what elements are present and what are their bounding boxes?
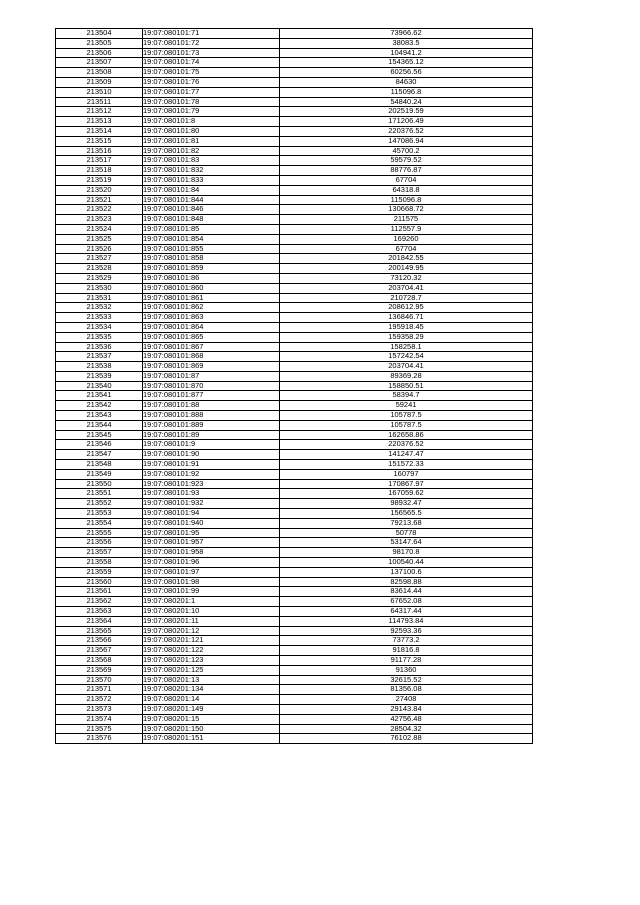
cadastral-number-cell: 19:07:080101:932 bbox=[143, 499, 280, 509]
row-id-cell: 213544 bbox=[56, 420, 143, 430]
amount-cell: 160797 bbox=[280, 469, 533, 479]
amount-cell: 67652.08 bbox=[280, 597, 533, 607]
table-row bbox=[56, 136, 533, 146]
row-id-cell: 213524 bbox=[56, 224, 143, 234]
row-id-cell: 213508 bbox=[56, 68, 143, 78]
amount-cell: 220376.52 bbox=[280, 126, 533, 136]
row-id-cell: 213561 bbox=[56, 587, 143, 597]
cadastral-number-cell: 19:07:080201:15 bbox=[143, 714, 280, 724]
cadastral-number-cell: 19:07:080101:832 bbox=[143, 166, 280, 176]
table-row bbox=[56, 734, 533, 744]
row-id-cell: 213511 bbox=[56, 97, 143, 107]
amount-cell: 82598.88 bbox=[280, 577, 533, 587]
table-row bbox=[56, 528, 533, 538]
table-row bbox=[56, 195, 533, 205]
amount-cell: 114793.84 bbox=[280, 616, 533, 626]
row-id-cell: 213560 bbox=[56, 577, 143, 587]
table-row bbox=[56, 97, 533, 107]
table-row bbox=[56, 68, 533, 78]
row-id-cell: 213547 bbox=[56, 450, 143, 460]
row-id-cell: 213573 bbox=[56, 704, 143, 714]
row-id-cell: 213510 bbox=[56, 87, 143, 97]
table-row bbox=[56, 224, 533, 234]
amount-cell: 91360 bbox=[280, 665, 533, 675]
amount-cell: 58394.7 bbox=[280, 391, 533, 401]
table-row bbox=[56, 244, 533, 254]
row-id-cell: 213540 bbox=[56, 381, 143, 391]
table-row bbox=[56, 205, 533, 215]
cadastral-number-cell: 19:07:080101:79 bbox=[143, 107, 280, 117]
cadastral-number-cell: 19:07:080201:151 bbox=[143, 734, 280, 744]
cadastral-number-cell: 19:07:080101:97 bbox=[143, 567, 280, 577]
table-row bbox=[56, 234, 533, 244]
row-id-cell: 213528 bbox=[56, 264, 143, 274]
table-row bbox=[56, 322, 533, 332]
cadastral-number-cell: 19:07:080101:860 bbox=[143, 283, 280, 293]
row-id-cell: 213531 bbox=[56, 293, 143, 303]
amount-cell: 137100.6 bbox=[280, 567, 533, 577]
amount-cell: 29143.84 bbox=[280, 704, 533, 714]
row-id-cell: 213567 bbox=[56, 646, 143, 656]
cadastral-number-cell: 19:07:080201:14 bbox=[143, 695, 280, 705]
cadastral-number-cell: 19:07:080101:73 bbox=[143, 48, 280, 58]
table-row bbox=[56, 254, 533, 264]
amount-cell: 73773.2 bbox=[280, 636, 533, 646]
table-row bbox=[56, 401, 533, 411]
cadastral-number-cell: 19:07:080101:85 bbox=[143, 224, 280, 234]
cadastral-number-cell: 19:07:080101:77 bbox=[143, 87, 280, 97]
amount-cell: 89369.28 bbox=[280, 371, 533, 381]
row-id-cell: 213569 bbox=[56, 665, 143, 675]
table-row bbox=[56, 87, 533, 97]
amount-cell: 154365.12 bbox=[280, 58, 533, 68]
amount-cell: 115096.8 bbox=[280, 195, 533, 205]
table-row bbox=[56, 264, 533, 274]
row-id-cell: 213565 bbox=[56, 626, 143, 636]
amount-cell: 104941.2 bbox=[280, 48, 533, 58]
cadastral-number-cell: 19:07:080101:957 bbox=[143, 538, 280, 548]
table-row bbox=[56, 450, 533, 460]
amount-cell: 195918.45 bbox=[280, 322, 533, 332]
amount-cell: 91816.8 bbox=[280, 646, 533, 656]
amount-cell: 162658.86 bbox=[280, 430, 533, 440]
row-id-cell: 213523 bbox=[56, 215, 143, 225]
row-id-cell: 213504 bbox=[56, 29, 143, 39]
amount-cell: 98170.8 bbox=[280, 548, 533, 558]
row-id-cell: 213514 bbox=[56, 126, 143, 136]
cadastral-number-cell: 19:07:080201:11 bbox=[143, 616, 280, 626]
cadastral-number-cell: 19:07:080101:940 bbox=[143, 518, 280, 528]
table-row bbox=[56, 724, 533, 734]
table-row bbox=[56, 548, 533, 558]
amount-cell: 64318.8 bbox=[280, 185, 533, 195]
row-id-cell: 213543 bbox=[56, 411, 143, 421]
table-row bbox=[56, 411, 533, 421]
table-row bbox=[56, 175, 533, 185]
amount-cell: 83614.44 bbox=[280, 587, 533, 597]
cadastral-number-cell: 19:07:080101:91 bbox=[143, 460, 280, 470]
amount-cell: 59241 bbox=[280, 401, 533, 411]
cadastral-number-cell: 19:07:080201:125 bbox=[143, 665, 280, 675]
amount-cell: 203704.41 bbox=[280, 362, 533, 372]
table-body bbox=[56, 29, 533, 744]
amount-cell: 32615.52 bbox=[280, 675, 533, 685]
row-id-cell: 213550 bbox=[56, 479, 143, 489]
row-id-cell: 213557 bbox=[56, 548, 143, 558]
amount-cell: 64317.44 bbox=[280, 607, 533, 617]
table-row bbox=[56, 479, 533, 489]
table-row bbox=[56, 38, 533, 48]
table-row bbox=[56, 460, 533, 470]
row-id-cell: 213574 bbox=[56, 714, 143, 724]
row-id-cell: 213526 bbox=[56, 244, 143, 254]
table-row bbox=[56, 107, 533, 117]
amount-cell: 76102.88 bbox=[280, 734, 533, 744]
amount-cell: 158258.1 bbox=[280, 342, 533, 352]
row-id-cell: 213535 bbox=[56, 332, 143, 342]
amount-cell: 45700.2 bbox=[280, 146, 533, 156]
cadastral-number-cell: 19:07:080101:888 bbox=[143, 411, 280, 421]
amount-cell: 141247.47 bbox=[280, 450, 533, 460]
row-id-cell: 213520 bbox=[56, 185, 143, 195]
cadastral-number-cell: 19:07:080101:81 bbox=[143, 136, 280, 146]
cadastral-number-cell: 19:07:080101:80 bbox=[143, 126, 280, 136]
cadastral-number-cell: 19:07:080201:13 bbox=[143, 675, 280, 685]
cadastral-number-cell: 19:07:080101:867 bbox=[143, 342, 280, 352]
table-row bbox=[56, 166, 533, 176]
cadastral-number-cell: 19:07:080101:864 bbox=[143, 322, 280, 332]
amount-cell: 112557.9 bbox=[280, 224, 533, 234]
table-row bbox=[56, 283, 533, 293]
cadastral-number-cell: 19:07:080101:83 bbox=[143, 156, 280, 166]
cadastral-number-cell: 19:07:080101:93 bbox=[143, 489, 280, 499]
row-id-cell: 213525 bbox=[56, 234, 143, 244]
table-row bbox=[56, 362, 533, 372]
table-row bbox=[56, 567, 533, 577]
row-id-cell: 213541 bbox=[56, 391, 143, 401]
amount-cell: 81356.08 bbox=[280, 685, 533, 695]
row-id-cell: 213515 bbox=[56, 136, 143, 146]
table-row bbox=[56, 381, 533, 391]
row-id-cell: 213513 bbox=[56, 117, 143, 127]
cadastral-number-cell: 19:07:080101:848 bbox=[143, 215, 280, 225]
amount-cell: 53147.64 bbox=[280, 538, 533, 548]
row-id-cell: 213572 bbox=[56, 695, 143, 705]
row-id-cell: 213552 bbox=[56, 499, 143, 509]
table-row bbox=[56, 616, 533, 626]
row-id-cell: 213539 bbox=[56, 371, 143, 381]
cadastral-number-cell: 19:07:080101:84 bbox=[143, 185, 280, 195]
data-table bbox=[55, 28, 533, 744]
amount-cell: 202519.59 bbox=[280, 107, 533, 117]
cadastral-number-cell: 19:07:080101:89 bbox=[143, 430, 280, 440]
amount-cell: 59579.52 bbox=[280, 156, 533, 166]
table-row bbox=[56, 675, 533, 685]
row-id-cell: 213505 bbox=[56, 38, 143, 48]
table-row bbox=[56, 695, 533, 705]
amount-cell: 211575 bbox=[280, 215, 533, 225]
cadastral-number-cell: 19:07:080101:87 bbox=[143, 371, 280, 381]
amount-cell: 73120.32 bbox=[280, 273, 533, 283]
row-id-cell: 213530 bbox=[56, 283, 143, 293]
cadastral-number-cell: 19:07:080201:134 bbox=[143, 685, 280, 695]
row-id-cell: 213522 bbox=[56, 205, 143, 215]
cadastral-number-cell: 19:07:080101:96 bbox=[143, 558, 280, 568]
row-id-cell: 213551 bbox=[56, 489, 143, 499]
cadastral-number-cell: 19:07:080101:846 bbox=[143, 205, 280, 215]
cadastral-number-cell: 19:07:080101:877 bbox=[143, 391, 280, 401]
cadastral-number-cell: 19:07:080201:12 bbox=[143, 626, 280, 636]
cadastral-number-cell: 19:07:080101:862 bbox=[143, 303, 280, 313]
row-id-cell: 213568 bbox=[56, 656, 143, 666]
table-row bbox=[56, 332, 533, 342]
table-row bbox=[56, 293, 533, 303]
amount-cell: 98932.47 bbox=[280, 499, 533, 509]
cadastral-number-cell: 19:07:080101:82 bbox=[143, 146, 280, 156]
cadastral-number-cell: 19:07:080101:858 bbox=[143, 254, 280, 264]
row-id-cell: 213545 bbox=[56, 430, 143, 440]
cadastral-number-cell: 19:07:080101:869 bbox=[143, 362, 280, 372]
table-row bbox=[56, 29, 533, 39]
table-row bbox=[56, 303, 533, 313]
table-row bbox=[56, 558, 533, 568]
table-row bbox=[56, 215, 533, 225]
amount-cell: 67704 bbox=[280, 244, 533, 254]
amount-cell: 28504.32 bbox=[280, 724, 533, 734]
table-row bbox=[56, 273, 533, 283]
row-id-cell: 213538 bbox=[56, 362, 143, 372]
table-row bbox=[56, 58, 533, 68]
row-id-cell: 213542 bbox=[56, 401, 143, 411]
amount-cell: 38083.5 bbox=[280, 38, 533, 48]
row-id-cell: 213559 bbox=[56, 567, 143, 577]
row-id-cell: 213556 bbox=[56, 538, 143, 548]
amount-cell: 203704.41 bbox=[280, 283, 533, 293]
cadastral-number-cell: 19:07:080101:865 bbox=[143, 332, 280, 342]
row-id-cell: 213571 bbox=[56, 685, 143, 695]
amount-cell: 171206.49 bbox=[280, 117, 533, 127]
table-row bbox=[56, 509, 533, 519]
cadastral-number-cell: 19:07:080201:150 bbox=[143, 724, 280, 734]
cadastral-number-cell: 19:07:080201:149 bbox=[143, 704, 280, 714]
cadastral-number-cell: 19:07:080101:71 bbox=[143, 29, 280, 39]
row-id-cell: 213537 bbox=[56, 352, 143, 362]
cadastral-number-cell: 19:07:080101:870 bbox=[143, 381, 280, 391]
table-row bbox=[56, 489, 533, 499]
cadastral-number-cell: 19:07:080101:861 bbox=[143, 293, 280, 303]
amount-cell: 79213.68 bbox=[280, 518, 533, 528]
cadastral-number-cell: 19:07:080201:121 bbox=[143, 636, 280, 646]
row-id-cell: 213549 bbox=[56, 469, 143, 479]
row-id-cell: 213533 bbox=[56, 313, 143, 323]
cadastral-number-cell: 19:07:080101:86 bbox=[143, 273, 280, 283]
amount-cell: 88776.87 bbox=[280, 166, 533, 176]
row-id-cell: 213512 bbox=[56, 107, 143, 117]
cadastral-number-cell: 19:07:080101:859 bbox=[143, 264, 280, 274]
cadastral-number-cell: 19:07:080201:10 bbox=[143, 607, 280, 617]
table-row bbox=[56, 371, 533, 381]
table-row bbox=[56, 420, 533, 430]
amount-cell: 67704 bbox=[280, 175, 533, 185]
row-id-cell: 213507 bbox=[56, 58, 143, 68]
table-row bbox=[56, 636, 533, 646]
row-id-cell: 213570 bbox=[56, 675, 143, 685]
cadastral-number-cell: 19:07:080101:75 bbox=[143, 68, 280, 78]
row-id-cell: 213576 bbox=[56, 734, 143, 744]
cadastral-number-cell: 19:07:080201:1 bbox=[143, 597, 280, 607]
cadastral-number-cell: 19:07:080101:94 bbox=[143, 509, 280, 519]
amount-cell: 200149.95 bbox=[280, 264, 533, 274]
amount-cell: 136846.71 bbox=[280, 313, 533, 323]
cadastral-number-cell: 19:07:080101:90 bbox=[143, 450, 280, 460]
cadastral-number-cell: 19:07:080101:98 bbox=[143, 577, 280, 587]
row-id-cell: 213519 bbox=[56, 175, 143, 185]
cadastral-number-cell: 19:07:080101:72 bbox=[143, 38, 280, 48]
amount-cell: 158850.51 bbox=[280, 381, 533, 391]
table-row bbox=[56, 626, 533, 636]
table-row bbox=[56, 352, 533, 362]
cadastral-number-cell: 19:07:080101:76 bbox=[143, 77, 280, 87]
row-id-cell: 213554 bbox=[56, 518, 143, 528]
table-row bbox=[56, 646, 533, 656]
amount-cell: 73966.62 bbox=[280, 29, 533, 39]
table-row bbox=[56, 714, 533, 724]
cadastral-number-cell: 19:07:080101:88 bbox=[143, 401, 280, 411]
cadastral-number-cell: 19:07:080101:863 bbox=[143, 313, 280, 323]
amount-cell: 42756.48 bbox=[280, 714, 533, 724]
cadastral-number-cell: 19:07:080101:923 bbox=[143, 479, 280, 489]
cadastral-number-cell: 19:07:080101:9 bbox=[143, 440, 280, 450]
amount-cell: 156565.5 bbox=[280, 509, 533, 519]
table-row bbox=[56, 587, 533, 597]
table-row bbox=[56, 538, 533, 548]
row-id-cell: 213516 bbox=[56, 146, 143, 156]
row-id-cell: 213566 bbox=[56, 636, 143, 646]
table-row bbox=[56, 685, 533, 695]
amount-cell: 100540.44 bbox=[280, 558, 533, 568]
cadastral-number-cell: 19:07:080201:122 bbox=[143, 646, 280, 656]
row-id-cell: 213527 bbox=[56, 254, 143, 264]
amount-cell: 91177.28 bbox=[280, 656, 533, 666]
table-row bbox=[56, 313, 533, 323]
table-row bbox=[56, 117, 533, 127]
cadastral-number-cell: 19:07:080101:8 bbox=[143, 117, 280, 127]
cadastral-number-cell: 19:07:080101:958 bbox=[143, 548, 280, 558]
amount-cell: 130668.72 bbox=[280, 205, 533, 215]
amount-cell: 27408 bbox=[280, 695, 533, 705]
amount-cell: 54840.24 bbox=[280, 97, 533, 107]
cadastral-number-cell: 19:07:080201:123 bbox=[143, 656, 280, 666]
row-id-cell: 213532 bbox=[56, 303, 143, 313]
amount-cell: 210728.7 bbox=[280, 293, 533, 303]
row-id-cell: 213564 bbox=[56, 616, 143, 626]
amount-cell: 50778 bbox=[280, 528, 533, 538]
table-row bbox=[56, 665, 533, 675]
row-id-cell: 213548 bbox=[56, 460, 143, 470]
row-id-cell: 213553 bbox=[56, 509, 143, 519]
row-id-cell: 213575 bbox=[56, 724, 143, 734]
amount-cell: 159358.29 bbox=[280, 332, 533, 342]
table-row bbox=[56, 48, 533, 58]
cadastral-number-cell: 19:07:080101:95 bbox=[143, 528, 280, 538]
table-row bbox=[56, 704, 533, 714]
amount-cell: 147086.94 bbox=[280, 136, 533, 146]
table-row bbox=[56, 156, 533, 166]
row-id-cell: 213521 bbox=[56, 195, 143, 205]
table-row bbox=[56, 430, 533, 440]
amount-cell: 105787.5 bbox=[280, 420, 533, 430]
table-row bbox=[56, 499, 533, 509]
amount-cell: 220376.52 bbox=[280, 440, 533, 450]
amount-cell: 84630 bbox=[280, 77, 533, 87]
table-row bbox=[56, 518, 533, 528]
table-row bbox=[56, 469, 533, 479]
amount-cell: 60256.56 bbox=[280, 68, 533, 78]
amount-cell: 151572.33 bbox=[280, 460, 533, 470]
table-row bbox=[56, 607, 533, 617]
row-id-cell: 213517 bbox=[56, 156, 143, 166]
table-row bbox=[56, 185, 533, 195]
cadastral-number-cell: 19:07:080101:92 bbox=[143, 469, 280, 479]
table-row bbox=[56, 656, 533, 666]
row-id-cell: 213546 bbox=[56, 440, 143, 450]
amount-cell: 208612.95 bbox=[280, 303, 533, 313]
row-id-cell: 213506 bbox=[56, 48, 143, 58]
amount-cell: 170867.97 bbox=[280, 479, 533, 489]
amount-cell: 92593.36 bbox=[280, 626, 533, 636]
cadastral-number-cell: 19:07:080101:854 bbox=[143, 234, 280, 244]
table-row bbox=[56, 577, 533, 587]
row-id-cell: 213518 bbox=[56, 166, 143, 176]
row-id-cell: 213534 bbox=[56, 322, 143, 332]
row-id-cell: 213529 bbox=[56, 273, 143, 283]
table-row bbox=[56, 597, 533, 607]
cadastral-number-cell: 19:07:080101:833 bbox=[143, 175, 280, 185]
cadastral-number-cell: 19:07:080101:889 bbox=[143, 420, 280, 430]
amount-cell: 157242.54 bbox=[280, 352, 533, 362]
row-id-cell: 213562 bbox=[56, 597, 143, 607]
cadastral-number-cell: 19:07:080101:74 bbox=[143, 58, 280, 68]
row-id-cell: 213558 bbox=[56, 558, 143, 568]
row-id-cell: 213509 bbox=[56, 77, 143, 87]
amount-cell: 201842.55 bbox=[280, 254, 533, 264]
amount-cell: 169260 bbox=[280, 234, 533, 244]
amount-cell: 115096.8 bbox=[280, 87, 533, 97]
cadastral-number-cell: 19:07:080101:844 bbox=[143, 195, 280, 205]
table-row bbox=[56, 440, 533, 450]
cadastral-number-cell: 19:07:080101:855 bbox=[143, 244, 280, 254]
row-id-cell: 213555 bbox=[56, 528, 143, 538]
table-row bbox=[56, 77, 533, 87]
row-id-cell: 213536 bbox=[56, 342, 143, 352]
amount-cell: 105787.5 bbox=[280, 411, 533, 421]
row-id-cell: 213563 bbox=[56, 607, 143, 617]
cadastral-number-cell: 19:07:080101:99 bbox=[143, 587, 280, 597]
table-row bbox=[56, 391, 533, 401]
table-row bbox=[56, 126, 533, 136]
table-row bbox=[56, 146, 533, 156]
cadastral-number-cell: 19:07:080101:868 bbox=[143, 352, 280, 362]
table-row bbox=[56, 342, 533, 352]
cadastral-number-cell: 19:07:080101:78 bbox=[143, 97, 280, 107]
amount-cell: 167059.62 bbox=[280, 489, 533, 499]
